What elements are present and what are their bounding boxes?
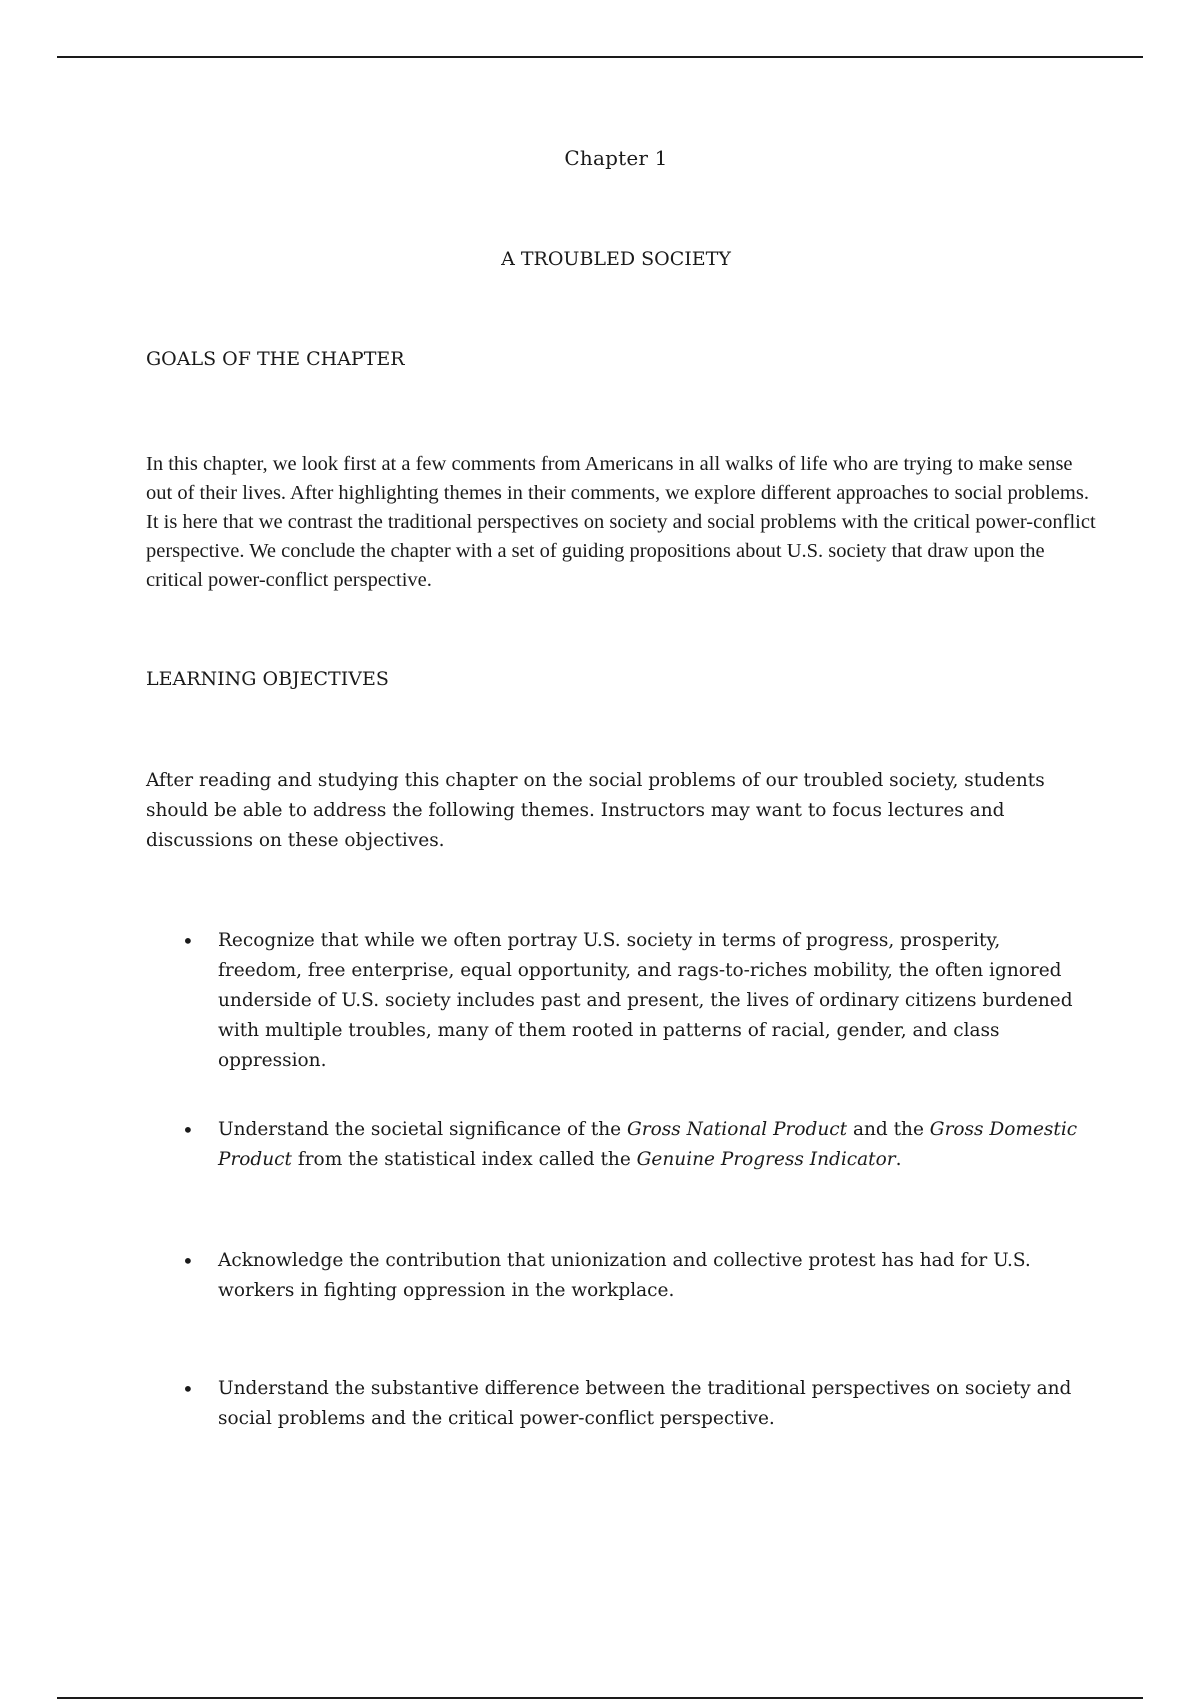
goals-paragraph: In this chapter, we look first at a few comments from Americans in all walks of life who are trying to make sense out of their lives. After highlighting themes in their comments, we explore different approaches to social problems. It is here that we contrast the traditional perspectives on society and social problems with the critical power-conflict perspective. We conclude the chapter with a set of guiding propositions about U.S. society that draw upon the critical power-conflict perspective.: [146, 453, 1096, 591]
gdp-term: Gross Domestic Product: [218, 1119, 1078, 1170]
objective-text: Understand the societal significance of the Gross National Product and the Gross Domestic Product from the statistical index called the Genuine Progress Indicator.: [218, 1119, 1078, 1170]
objectives-intro: After reading and studying this chapter on the social problems of our troubled society, students should be able to address the following themes. Instructors may want to focus lectures and discussions on these objectives.: [146, 770, 1045, 851]
objective-text: Understand the substantive difference between the traditional perspectives on society and social problems and the critical power-conflict perspective.: [218, 1378, 1072, 1429]
chapter-number: Chapter 1: [564, 146, 668, 170]
gpi-term: Genuine Progress Indicator: [636, 1149, 896, 1170]
bullet-icon: •: [182, 929, 194, 953]
gnp-term: Gross National Product: [627, 1119, 848, 1140]
top-rule: [57, 56, 1143, 58]
goals-heading: GOALS OF THE CHAPTER: [146, 348, 405, 370]
objectives-heading: LEARNING OBJECTIVES: [146, 668, 389, 690]
bullet-icon: •: [182, 1249, 194, 1273]
objective-text: Acknowledge the contribution that unionization and collective protest has had for U.S. workers in fighting oppression in the workplace.: [218, 1250, 1031, 1301]
objective-text: Recognize that while we often portray U.S. society in terms of progress, prosperity, freedom, free enterprise, equal opportunity, and rags-to-riches mobility, the often ignored underside of U.S. society includes past and present, the lives of ordinary citizens burdened with multiple troubles, many of them rooted in patterns of racial, gender, and class oppression.: [218, 930, 1073, 1071]
bullet-icon: •: [182, 1377, 194, 1401]
chapter-title: A TROUBLED SOCIETY: [501, 248, 731, 270]
bullet-icon: •: [182, 1118, 194, 1142]
bottom-rule: [57, 1697, 1143, 1699]
